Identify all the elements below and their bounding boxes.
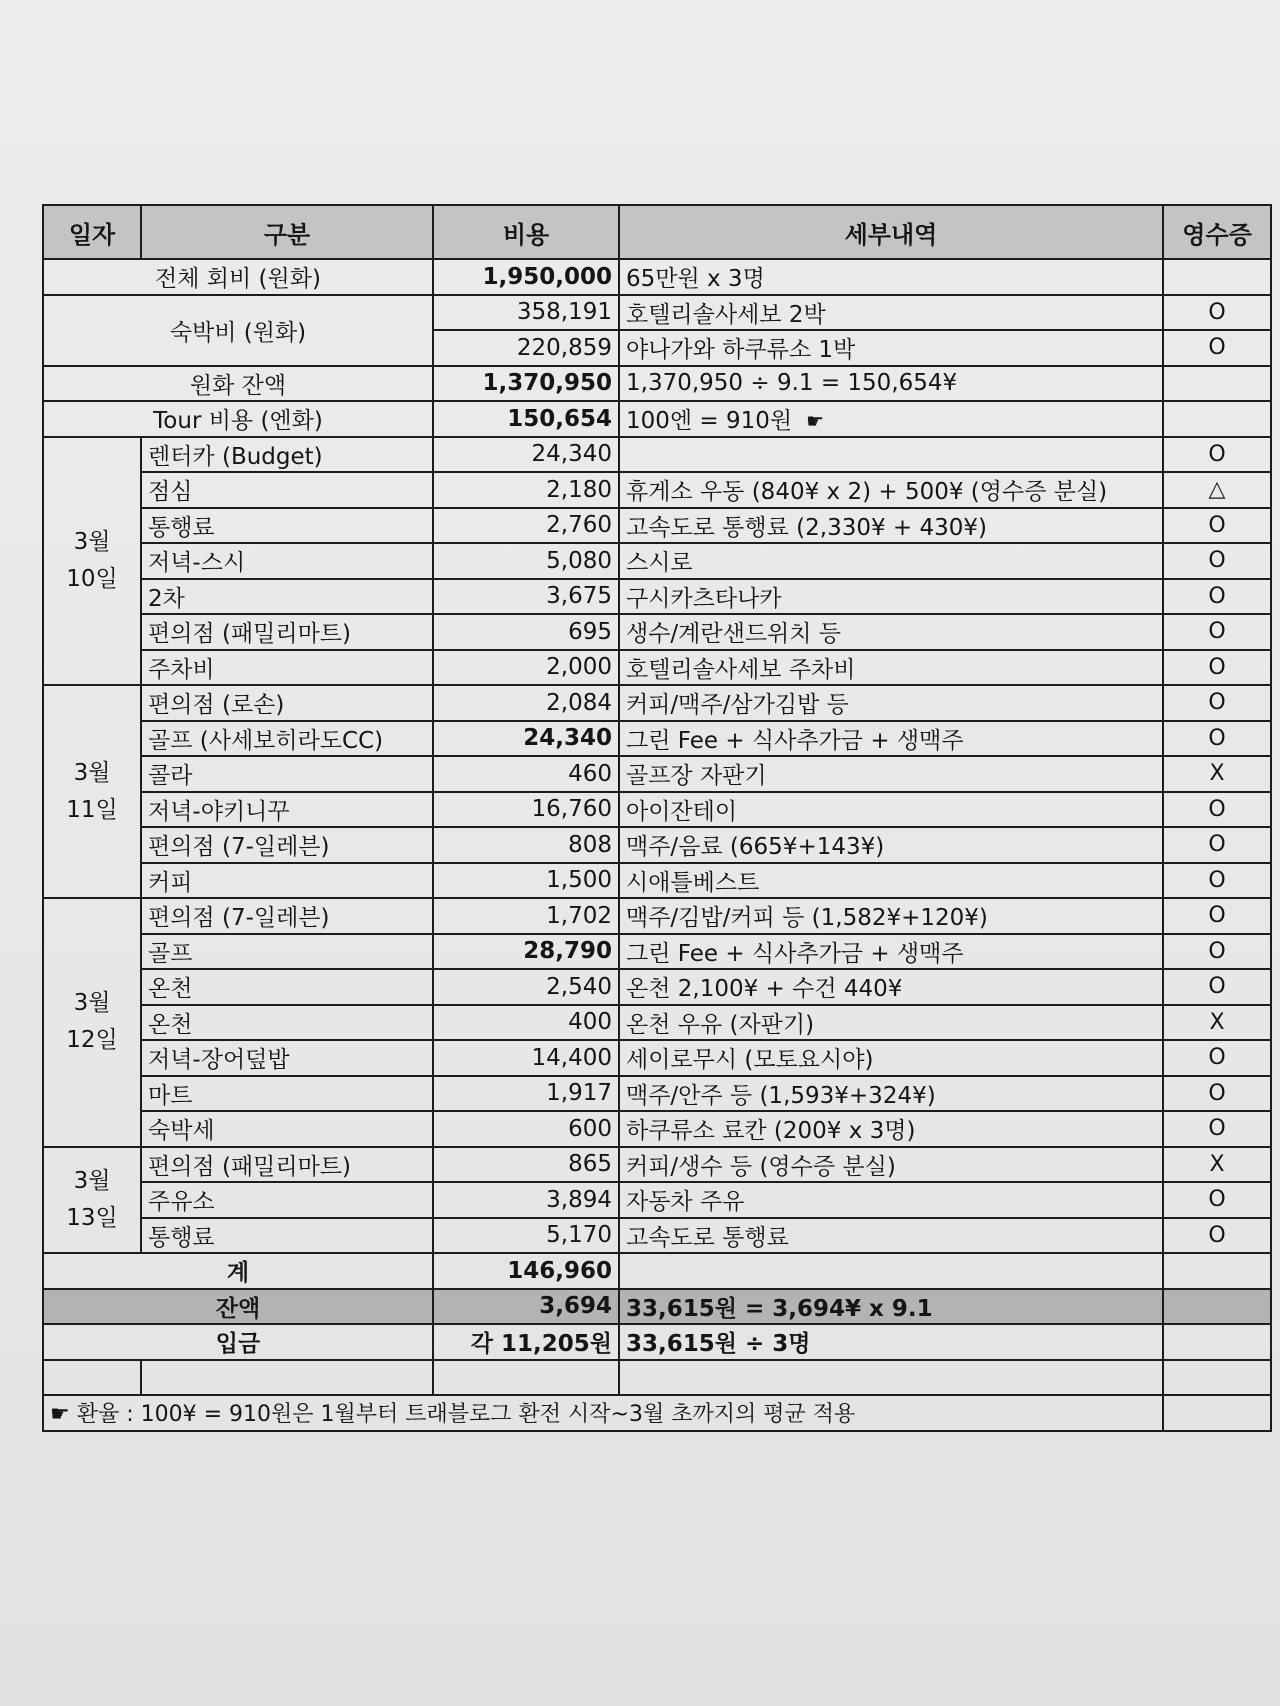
expense-details: 아이잔테이 (619, 792, 1163, 828)
expense-row (43, 721, 1271, 757)
tour-cost-row (43, 401, 1271, 437)
date-day: 12일 (66, 1027, 118, 1054)
expense-receipt: O (1163, 437, 1271, 473)
expense-row (43, 756, 1271, 792)
deposit-receipt (1163, 1324, 1271, 1360)
expense-cost: 5,170 (433, 1218, 619, 1254)
expense-row (43, 792, 1271, 828)
expense-details: 그린 Fee + 식사추가금 + 생맥주 (619, 721, 1163, 757)
expense-category: 렌터카 (Budget) (141, 437, 433, 473)
expense-cost: 5,080 (433, 543, 619, 579)
expense-details: 고속도로 통행료 (2,330¥ + 430¥) (619, 508, 1163, 544)
expense-category: 편의점 (로손) (141, 685, 433, 721)
expense-receipt: O (1163, 685, 1271, 721)
expense-details: 하쿠류소 료칸 (200¥ x 3명) (619, 1111, 1163, 1147)
expense-row (43, 1182, 1271, 1218)
expense-cost: 14,400 (433, 1040, 619, 1076)
expense-row (43, 827, 1271, 863)
expense-receipt: X (1163, 756, 1271, 792)
expense-details: 커피/맥주/삼가김밥 등 (619, 685, 1163, 721)
expense-category: 저녁-야키니꾸 (141, 792, 433, 828)
tour-cost-receipt (1163, 401, 1271, 437)
expense-category: 저녁-스시 (141, 543, 433, 579)
total-fee-label: 전체 회비 (원화) (43, 259, 433, 295)
expense-row (43, 614, 1271, 650)
expense-row (43, 685, 1271, 721)
expense-category: 온천 (141, 1005, 433, 1041)
expense-cost: 24,340 (433, 721, 619, 757)
pointing-hand-icon: ☛ (806, 409, 825, 434)
total-fee-details: 65만원 x 3명 (619, 259, 1163, 295)
expense-cost: 24,340 (433, 437, 619, 473)
expense-receipt: O (1163, 579, 1271, 615)
total-fee-row (43, 259, 1271, 295)
expense-category: 점심 (141, 472, 433, 508)
expense-receipt: O (1163, 934, 1271, 970)
expense-cost: 2,000 (433, 650, 619, 686)
expense-row (43, 472, 1271, 508)
expense-receipt: O (1163, 721, 1271, 757)
date-cell (43, 898, 141, 1147)
krw-balance-row (43, 366, 1271, 402)
date-day: 13일 (66, 1204, 118, 1231)
expense-cost: 2,180 (433, 472, 619, 508)
expense-cost: 16,760 (433, 792, 619, 828)
empty-row (43, 1360, 1271, 1396)
header-row (43, 205, 1271, 259)
expense-receipt: O (1163, 1040, 1271, 1076)
expense-details: 커피/생수 등 (영수증 분실) (619, 1147, 1163, 1183)
expense-receipt: O (1163, 792, 1271, 828)
header-receipt: 영수증 (1163, 205, 1271, 259)
expense-row (43, 863, 1271, 899)
expense-details: 그린 Fee + 식사추가금 + 생맥주 (619, 934, 1163, 970)
expense-details: 시애틀베스트 (619, 863, 1163, 899)
expense-cost: 3,675 (433, 579, 619, 615)
expense-cost: 400 (433, 1005, 619, 1041)
expense-category: 커피 (141, 863, 433, 899)
expense-row (43, 508, 1271, 544)
expense-cost: 1,500 (433, 863, 619, 899)
expense-row (43, 1111, 1271, 1147)
expense-category: 편의점 (7-일레븐) (141, 827, 433, 863)
expense-row (43, 1076, 1271, 1112)
deposit-details: 33,615원 ÷ 3명 (619, 1324, 1163, 1360)
expense-category: 통행료 (141, 508, 433, 544)
balance-label: 잔액 (43, 1289, 433, 1325)
expense-details: 고속도로 통행료 (619, 1218, 1163, 1254)
date-cell (43, 685, 141, 898)
expense-receipt: O (1163, 898, 1271, 934)
expense-category: 2차 (141, 579, 433, 615)
tour-cost-cost: 150,654 (433, 401, 619, 437)
krw-balance-receipt (1163, 366, 1271, 402)
krw-balance-details: 1,370,950 ÷ 9.1 = 150,654¥ (619, 366, 1163, 402)
expense-category: 마트 (141, 1076, 433, 1112)
deposit-row (43, 1324, 1271, 1360)
expense-details: 온천 2,100¥ + 수건 440¥ (619, 969, 1163, 1005)
total-label: 계 (43, 1253, 433, 1289)
header-category: 구분 (141, 205, 433, 259)
expense-details: 골프장 자판기 (619, 756, 1163, 792)
date-month: 3월 (73, 528, 111, 555)
date-day: 11일 (66, 796, 118, 823)
expense-row (43, 898, 1271, 934)
pointing-hand-icon: ☛ (50, 1402, 70, 1428)
expense-details: 맥주/안주 등 (1,593¥+324¥) (619, 1076, 1163, 1112)
total-fee-cost: 1,950,000 (433, 259, 619, 295)
expense-details: 스시로 (619, 543, 1163, 579)
expense-receipt: O (1163, 508, 1271, 544)
expense-cost: 2,084 (433, 685, 619, 721)
expense-details: 세이로무시 (모토요시야) (619, 1040, 1163, 1076)
lodging-details: 호텔리솔사세보 2박 (619, 295, 1163, 331)
expense-cost: 460 (433, 756, 619, 792)
empty-cell (619, 1360, 1163, 1396)
exchange-note: 환율 : 100¥ = 910원은 1월부터 트래블로그 환전 시작~3월 초까지의 평균 적용 (76, 1402, 856, 1428)
expense-details: 맥주/음료 (665¥+143¥) (619, 827, 1163, 863)
expense-details: 호텔리솔사세보 주차비 (619, 650, 1163, 686)
empty-cell (141, 1360, 433, 1396)
date-cell (43, 1147, 141, 1254)
header-cost: 비용 (433, 205, 619, 259)
expense-details: 맥주/김밥/커피 등 (1,582¥+120¥) (619, 898, 1163, 934)
expense-details: 생수/계란샌드위치 등 (619, 614, 1163, 650)
empty-cell (1163, 1360, 1271, 1396)
expense-receipt: X (1163, 1005, 1271, 1041)
lodging-row (43, 295, 1271, 331)
expense-cost: 808 (433, 827, 619, 863)
deposit-cost: 각 11,205원 (433, 1324, 619, 1360)
date-month: 3월 (73, 759, 111, 786)
date-cell (43, 437, 141, 686)
lodging-details: 야나가와 하쿠류소 1박 (619, 330, 1163, 366)
total-details (619, 1253, 1163, 1289)
expense-row (43, 579, 1271, 615)
expense-receipt: O (1163, 827, 1271, 863)
expense-table (42, 204, 1272, 1432)
krw-balance-label: 원화 잔액 (43, 366, 433, 402)
expense-receipt: O (1163, 1182, 1271, 1218)
expense-row (43, 1218, 1271, 1254)
expense-category: 콜라 (141, 756, 433, 792)
expense-cost: 695 (433, 614, 619, 650)
header-details: 세부내역 (619, 205, 1163, 259)
balance-receipt (1163, 1289, 1271, 1325)
expense-receipt: O (1163, 650, 1271, 686)
expense-row (43, 543, 1271, 579)
expense-receipt: O (1163, 1111, 1271, 1147)
total-row (43, 1253, 1271, 1289)
expense-category: 편의점 (패밀리마트) (141, 1147, 433, 1183)
expense-receipt: O (1163, 863, 1271, 899)
note-row (43, 1395, 1271, 1431)
exchange-note-cell (43, 1395, 1163, 1431)
expense-category: 편의점 (패밀리마트) (141, 614, 433, 650)
expense-details: 휴게소 우동 (840¥ x 2) + 500¥ (영수증 분실) (619, 472, 1163, 508)
expense-cost: 2,540 (433, 969, 619, 1005)
expense-category: 온천 (141, 969, 433, 1005)
total-fee-receipt (1163, 259, 1271, 295)
expense-cost: 865 (433, 1147, 619, 1183)
balance-cost: 3,694 (433, 1289, 619, 1325)
tour-cost-details-cell (619, 401, 1163, 437)
lodging-receipt: O (1163, 295, 1271, 331)
expense-row (43, 437, 1271, 473)
lodging-cost: 358,191 (433, 295, 619, 331)
tour-cost-details: 100엔 = 910원 (626, 408, 793, 435)
expense-row (43, 1147, 1271, 1183)
total-cost: 146,960 (433, 1253, 619, 1289)
expense-row (43, 650, 1271, 686)
total-receipt (1163, 1253, 1271, 1289)
expense-receipt: X (1163, 1147, 1271, 1183)
krw-balance-cost: 1,370,950 (433, 366, 619, 402)
expense-cost: 600 (433, 1111, 619, 1147)
expense-receipt: O (1163, 969, 1271, 1005)
balance-details: 33,615원 = 3,694¥ x 9.1 (619, 1289, 1163, 1325)
expense-row (43, 1040, 1271, 1076)
header-date: 일자 (43, 205, 141, 259)
expense-cost: 1,917 (433, 1076, 619, 1112)
empty-cell (433, 1360, 619, 1396)
date-day: 10일 (66, 565, 118, 592)
expense-row (43, 969, 1271, 1005)
expense-category: 골프 (사세보히라도CC) (141, 721, 433, 757)
lodging-cost: 220,859 (433, 330, 619, 366)
expense-details (619, 437, 1163, 473)
balance-row (43, 1289, 1271, 1325)
expense-cost: 28,790 (433, 934, 619, 970)
expense-category: 편의점 (7-일레븐) (141, 898, 433, 934)
expense-cost: 3,894 (433, 1182, 619, 1218)
daily-expenses (43, 437, 1271, 1254)
expense-details: 구시카츠타나카 (619, 579, 1163, 615)
expense-receipt: O (1163, 543, 1271, 579)
expense-cost: 1,702 (433, 898, 619, 934)
expense-row (43, 1005, 1271, 1041)
date-month: 3월 (73, 990, 111, 1017)
expense-receipt: O (1163, 1076, 1271, 1112)
expense-details: 온천 우유 (자판기) (619, 1005, 1163, 1041)
expense-category: 숙박세 (141, 1111, 433, 1147)
expense-category: 통행료 (141, 1218, 433, 1254)
deposit-label: 입금 (43, 1324, 433, 1360)
expense-category: 저녁-장어덮밥 (141, 1040, 433, 1076)
expense-cost: 2,760 (433, 508, 619, 544)
date-month: 3월 (73, 1167, 111, 1194)
note-receipt (1163, 1395, 1271, 1431)
expense-details: 자동차 주유 (619, 1182, 1163, 1218)
expense-category: 주차비 (141, 650, 433, 686)
expense-category: 주유소 (141, 1182, 433, 1218)
expense-receipt: O (1163, 1218, 1271, 1254)
expense-row (43, 934, 1271, 970)
tour-cost-label: Tour 비용 (엔화) (43, 401, 433, 437)
lodging-receipt: O (1163, 330, 1271, 366)
expense-receipt: O (1163, 614, 1271, 650)
lodging-label: 숙박비 (원화) (43, 295, 433, 366)
expense-receipt: △ (1163, 472, 1271, 508)
empty-cell (43, 1360, 141, 1396)
expense-category: 골프 (141, 934, 433, 970)
